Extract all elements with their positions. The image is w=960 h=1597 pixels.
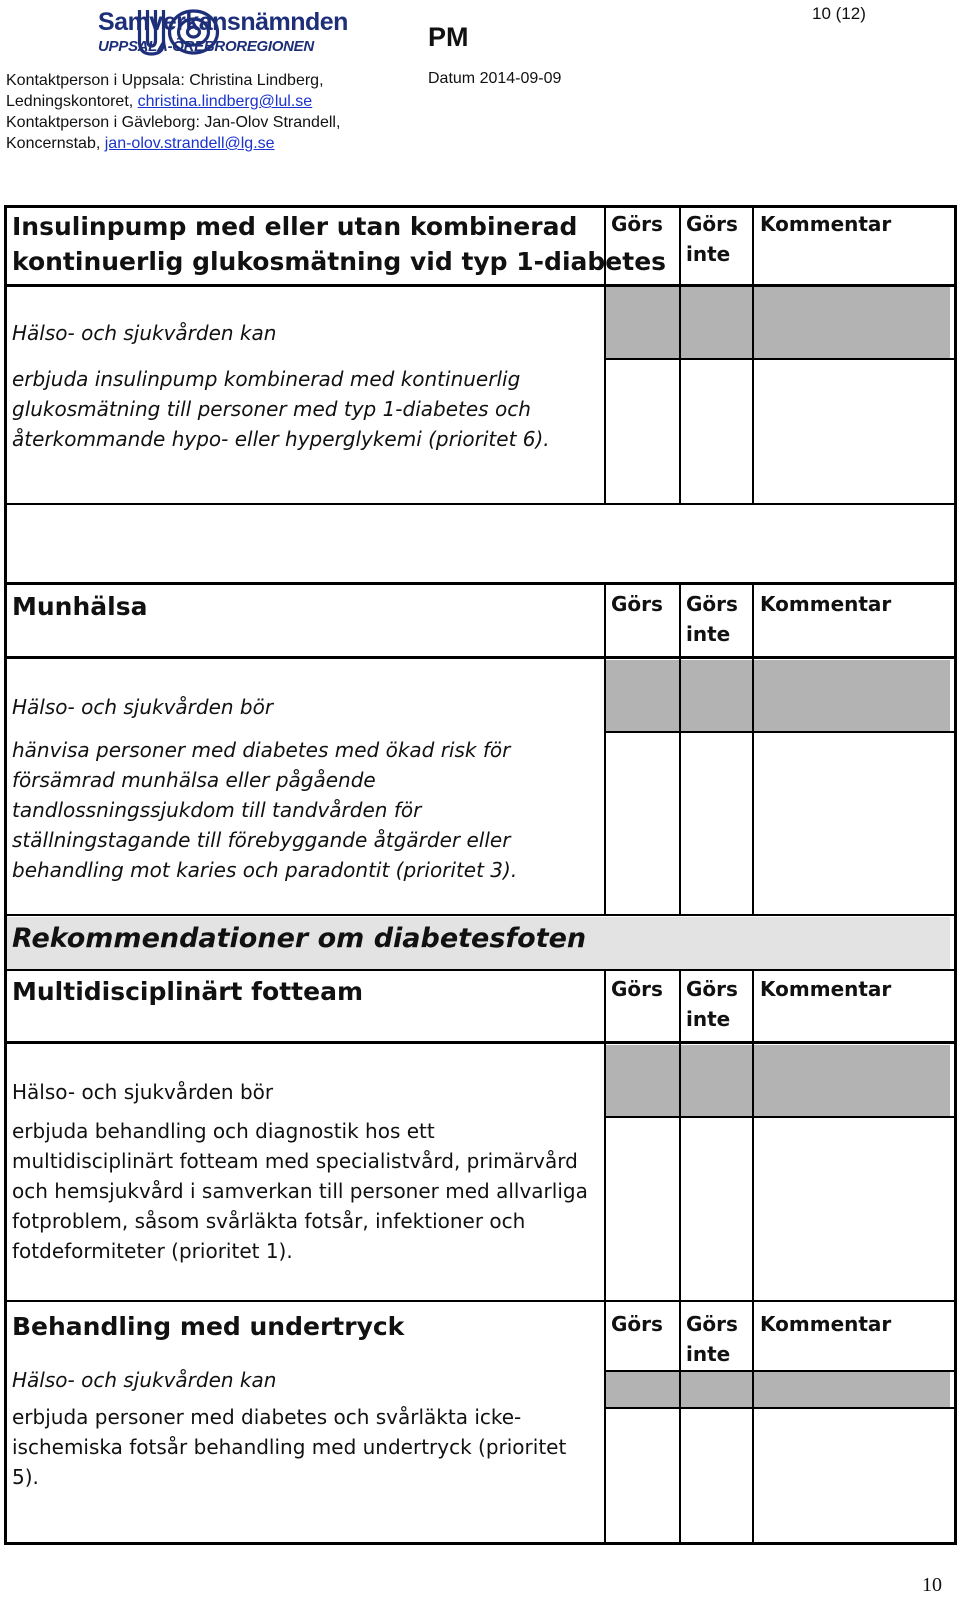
section-title-insulinpump: Insulinpump med eller utan kombinerad kontinuerlig glukosmätning vid typ 1-diabetes bbox=[12, 212, 667, 276]
col-rule bbox=[752, 1300, 754, 1544]
shaded-cell bbox=[605, 660, 950, 732]
col-rule bbox=[752, 205, 754, 505]
col-rule bbox=[752, 582, 754, 916]
col-header-kommentar: Kommentar bbox=[760, 977, 892, 1001]
col-rule bbox=[679, 1300, 681, 1544]
col-header-gors: Görs bbox=[611, 1312, 663, 1336]
contact-line-1: Kontaktperson i Uppsala: Christina Lindberg, bbox=[6, 72, 324, 89]
subheading-munhalsa: Hälso- och sjukvården bör bbox=[12, 695, 274, 719]
section-title-fotteam: Multidisciplinärt fotteam bbox=[12, 977, 364, 1006]
body-undertryck: erbjuda personer med diabetes och svårläkta icke- ischemiska fotsår behandling med undertryck (prioritet 5). bbox=[12, 1405, 567, 1489]
col-rule bbox=[604, 1300, 606, 1544]
row-rule bbox=[4, 969, 956, 971]
body-fotteam: erbjuda behandling och diagnostik hos ett multidisciplinärt fotteam med specialistvård, primärvård och hemsjukvård i samverkan till personer med allvarliga fotproblem, såsom svårläkta fotsår, infektioner och fotdeformiteter (prioritet 1). bbox=[12, 1119, 588, 1263]
col-header-gors-inte: Görs inte bbox=[686, 212, 738, 266]
section-title-munhalsa: Munhälsa bbox=[12, 592, 148, 621]
subheading-undertryck: Hälso- och sjukvården kan bbox=[12, 1368, 277, 1392]
subheading-insulinpump: Hälso- och sjukvården kan bbox=[12, 321, 277, 345]
row-rule bbox=[605, 1116, 956, 1118]
body-munhalsa: hänvisa personer med diabetes med ökad risk för försämrad munhälsa eller pågående tandlossningssjukdom till tandvården för ställningstagande till förebyggande åtgärder eller behandling mot karies och paradontit (prioritet 3). bbox=[12, 738, 518, 882]
col-rule bbox=[679, 582, 681, 916]
row-rule bbox=[4, 284, 957, 287]
row-rule bbox=[605, 1407, 956, 1409]
row-rule bbox=[605, 1370, 956, 1372]
shaded-cell bbox=[605, 287, 950, 359]
col-header-kommentar: Kommentar bbox=[760, 212, 892, 236]
row-rule bbox=[4, 914, 956, 916]
col-header-gors-inte: Görs inte bbox=[686, 592, 738, 646]
row-rule bbox=[4, 1041, 957, 1044]
section-title-undertryck: Behandling med undertryck bbox=[12, 1312, 405, 1341]
table-border-bottom bbox=[4, 1542, 957, 1545]
email-link-lindberg[interactable]: christina.lindberg@lul.se bbox=[137, 93, 313, 110]
col-header-gors: Görs bbox=[611, 212, 663, 236]
col-rule bbox=[679, 205, 681, 505]
doc-date: Datum 2014-09-09 bbox=[428, 70, 562, 87]
email-link-strandell[interactable]: jan-olov.strandell@lg.se bbox=[104, 135, 275, 152]
subheading-fotteam: Hälso- och sjukvården bör bbox=[12, 1080, 274, 1104]
org-region: UPPSALA-ÖREBROREGIONEN bbox=[98, 38, 314, 55]
footer-page-number: 10 bbox=[922, 1574, 942, 1596]
contact-line-2: Ledningskontoret, christina.lindberg@lul.se bbox=[6, 93, 313, 110]
col-rule bbox=[679, 969, 681, 1302]
table-border-right bbox=[954, 205, 957, 1545]
row-rule bbox=[4, 656, 957, 659]
col-header-gors-inte: Görs inte bbox=[686, 977, 738, 1031]
contact-line-4: Koncernstab, jan-olov.strandell@lg.se bbox=[6, 135, 275, 152]
doc-type: PM bbox=[428, 22, 469, 52]
col-header-gors-inte: Görs inte bbox=[686, 1312, 738, 1366]
row-rule bbox=[4, 503, 956, 505]
body-insulinpump: erbjuda insulinpump kombinerad med kontinuerlig glukosmätning till personer med typ 1-diabetes och återkommande hypo- eller hyperglykemi (prioritet 6). bbox=[12, 367, 550, 451]
row-rule bbox=[605, 358, 956, 360]
shaded-cell bbox=[605, 1045, 950, 1117]
shaded-cell bbox=[605, 1372, 950, 1408]
heading-diabetesfoten: Rekommendationer om diabetesfoten bbox=[12, 923, 587, 954]
row-rule bbox=[605, 731, 956, 733]
col-header-gors: Görs bbox=[611, 592, 663, 616]
col-header-kommentar: Kommentar bbox=[760, 592, 892, 616]
table-border-left bbox=[4, 205, 7, 1545]
row-rule bbox=[4, 1300, 956, 1302]
col-rule bbox=[604, 969, 606, 1302]
page-indicator: 10 (12) bbox=[812, 4, 866, 23]
org-name: Samverkansnämnden bbox=[98, 8, 348, 36]
col-header-gors: Görs bbox=[611, 977, 663, 1001]
col-rule bbox=[604, 582, 606, 916]
col-rule bbox=[752, 969, 754, 1302]
contact-line-3: Kontaktperson i Gävleborg: Jan-Olov Strandell, bbox=[6, 114, 341, 131]
col-header-kommentar: Kommentar bbox=[760, 1312, 892, 1336]
table-border-top bbox=[4, 205, 957, 208]
row-rule bbox=[4, 582, 957, 585]
